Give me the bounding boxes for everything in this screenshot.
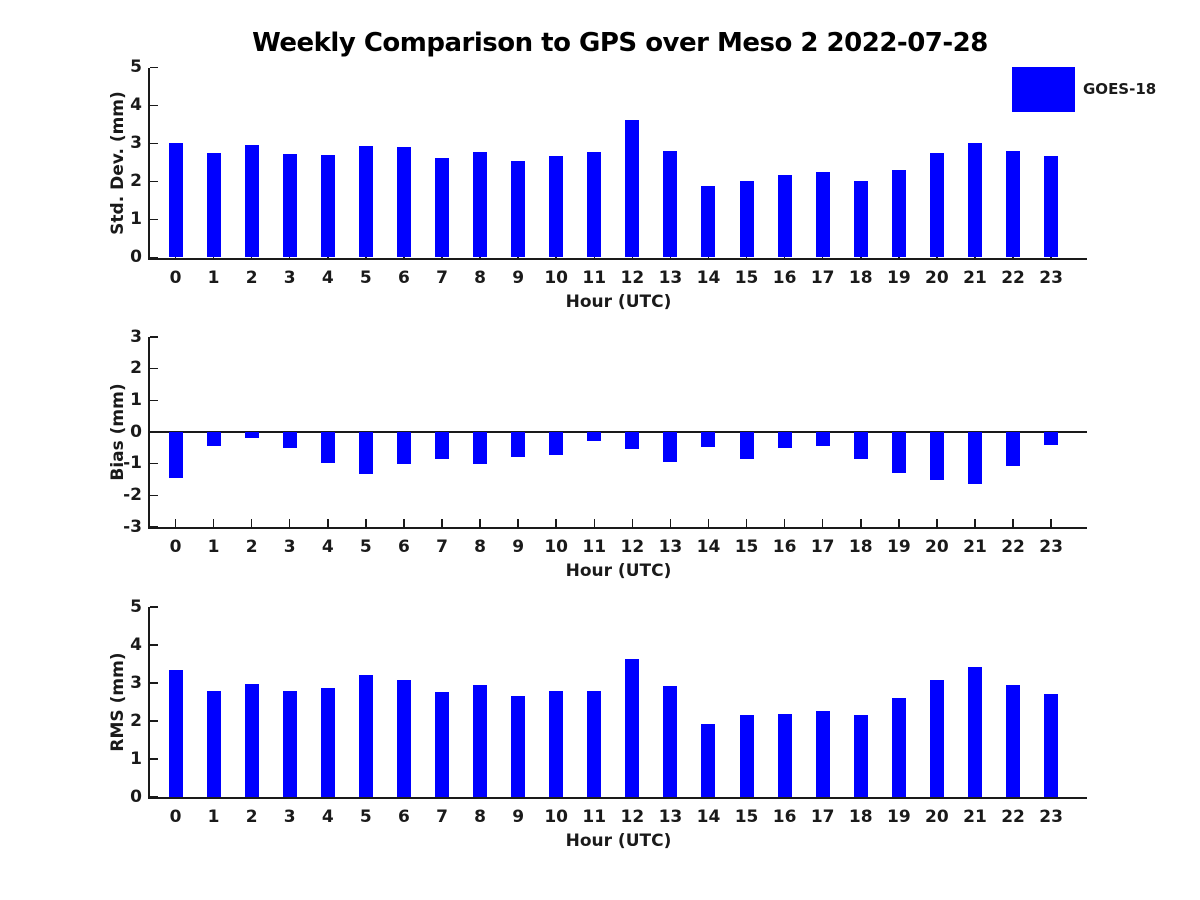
bar [892,698,906,797]
x-tick-label: 16 [772,537,797,557]
y-tick-label: -3 [123,516,142,537]
y-tick-mark [150,495,158,497]
bar [1044,156,1058,258]
y-tick-label: 2 [130,710,142,731]
bar [1044,694,1058,797]
bar [321,432,335,463]
bar [435,692,449,797]
bar [587,432,601,441]
x-tick-label: 21 [963,807,987,827]
bar [892,170,906,258]
x-tick-label: 17 [810,807,835,827]
y-tick-mark [150,67,158,69]
bar [511,696,525,797]
x-axis-title: Hour (UTC) [565,561,672,581]
x-tick-label: 22 [1001,537,1025,557]
x-axis-line [148,258,1087,260]
x-tick-label: 19 [886,267,911,288]
y-tick-label: 1 [130,209,142,229]
y-tick-mark [150,463,158,465]
y-axis-line [148,68,150,260]
x-tick-mark [213,519,215,527]
x-tick-label: 3 [283,537,296,557]
x-tick-label: 19 [886,537,911,557]
bar [283,154,297,257]
bar [892,432,906,473]
y-axis-title: RMS (mm) [108,652,128,752]
bar [283,432,297,448]
bar [435,158,449,258]
y-tick-label: 1 [130,389,142,410]
y-tick-label: 3 [130,326,142,347]
bar [816,432,830,446]
bar [1044,432,1058,445]
x-tick-label: 5 [359,267,372,288]
y-axis-line [148,337,150,529]
bar [587,691,601,797]
x-tick-label: 0 [169,267,182,288]
x-tick-label: 14 [696,537,721,557]
bar [854,181,868,258]
y-tick-mark [150,720,158,722]
x-tick-label: 13 [658,807,683,827]
y-tick-mark [150,368,158,370]
x-tick-label: 4 [321,807,334,827]
bar [169,670,183,797]
x-tick-mark [860,519,862,527]
bar [435,432,449,459]
bar [740,715,754,797]
x-tick-label: 18 [848,537,873,557]
y-tick-mark [150,606,158,608]
bar [625,432,639,449]
x-tick-label: 16 [772,267,797,288]
legend-swatch [1012,67,1075,112]
bar [816,172,830,257]
bar [511,432,525,457]
bar [245,432,259,438]
x-tick-label: 0 [169,537,182,557]
y-axis-title: Std. Dev. (mm) [108,90,128,235]
bar [740,432,754,459]
x-axis-line [148,797,1087,799]
bar [740,181,754,258]
x-tick-label: 12 [620,537,645,557]
bar [169,432,183,478]
bar [816,711,830,797]
x-tick-label: 4 [321,267,334,288]
bar [359,146,373,257]
x-tick-mark [1012,519,1014,527]
bar [245,145,259,257]
y-tick-mark [150,336,158,338]
x-tick-mark [822,519,824,527]
bar [359,432,373,474]
bar [587,152,601,258]
x-tick-label: 15 [734,267,759,288]
y-tick-label: 2 [130,171,142,191]
bar [968,432,982,484]
y-axis-line [148,607,150,799]
x-tick-label: 0 [169,807,182,827]
y-tick-mark [150,219,158,221]
x-tick-mark [708,519,710,527]
x-tick-label: 19 [886,807,911,827]
bar [854,432,868,459]
bar [930,432,944,480]
x-tick-label: 17 [810,537,835,557]
y-tick-label: 3 [130,672,142,693]
x-tick-mark [594,519,596,527]
x-axis-title: Hour (UTC) [565,291,672,312]
bar [549,691,563,797]
y-tick-mark [150,526,158,528]
x-tick-mark [365,519,367,527]
x-tick-label: 5 [359,807,372,827]
x-tick-label: 8 [474,807,486,827]
x-tick-label: 14 [696,267,721,288]
bar [397,680,411,797]
bar [245,684,259,797]
x-tick-label: 20 [925,267,949,288]
x-tick-label: 2 [245,267,258,288]
y-tick-label: 5 [130,57,142,77]
bar [473,432,487,464]
x-tick-label: 3 [283,267,296,288]
x-tick-label: 23 [1039,537,1063,557]
x-tick-label: 6 [397,267,410,288]
x-tick-label: 2 [245,537,258,557]
bar [207,432,221,446]
bar [511,161,525,258]
x-tick-label: 9 [512,267,525,288]
x-tick-label: 6 [397,537,410,557]
bar [397,432,411,464]
x-tick-label: 22 [1001,267,1025,288]
bar [1006,685,1020,797]
x-tick-label: 14 [696,807,721,827]
y-tick-mark [150,682,158,684]
x-tick-mark [175,519,177,527]
bar [778,175,792,257]
bar [701,724,715,797]
y-tick-mark [150,181,158,183]
bar [625,659,639,797]
x-tick-label: 11 [582,537,607,557]
bar [701,432,715,447]
x-tick-mark [251,519,253,527]
x-tick-label: 9 [512,537,525,557]
bar [930,153,944,257]
bar [663,686,677,797]
y-tick-mark [150,105,158,107]
x-axis-line [148,527,1087,529]
x-tick-label: 21 [963,537,987,557]
bar [778,714,792,797]
x-tick-mark [974,519,976,527]
x-tick-label: 4 [321,537,334,557]
x-tick-label: 13 [658,267,683,288]
x-tick-label: 17 [810,267,835,288]
bar [549,432,563,455]
x-tick-label: 1 [207,807,220,827]
bar [778,432,792,448]
x-tick-label: 21 [963,267,987,288]
y-tick-mark [150,257,158,259]
y-tick-mark [150,400,158,402]
x-tick-label: 7 [436,267,448,288]
x-tick-label: 8 [474,537,486,557]
bar [321,155,335,257]
y-tick-label: -2 [123,484,142,505]
x-tick-label: 10 [544,537,569,557]
x-tick-mark [327,519,329,527]
x-tick-label: 20 [925,807,949,827]
bar [968,667,982,797]
x-tick-mark [479,519,481,527]
x-tick-label: 15 [734,807,759,827]
bar [321,688,335,797]
bar [930,680,944,797]
y-tick-mark [150,758,158,760]
y-tick-label: 4 [130,95,142,115]
bar [473,685,487,797]
y-tick-label: 5 [130,596,142,617]
x-tick-label: 8 [474,267,486,288]
x-tick-label: 15 [734,537,759,557]
y-tick-mark [150,796,158,798]
x-tick-mark [555,519,557,527]
bar [625,120,639,257]
y-tick-label: 0 [130,421,142,442]
x-tick-mark [898,519,900,527]
x-tick-label: 23 [1039,267,1063,288]
x-tick-label: 23 [1039,807,1063,827]
x-tick-mark [403,519,405,527]
bar [549,156,563,258]
bar [854,715,868,797]
x-tick-label: 16 [772,807,797,827]
bar [473,152,487,258]
y-tick-label: 1 [130,748,142,769]
legend-label: GOES-18 [1083,80,1157,98]
x-tick-label: 1 [207,537,220,557]
x-tick-label: 18 [848,267,873,288]
x-tick-label: 22 [1001,807,1025,827]
x-tick-label: 5 [359,537,372,557]
x-tick-mark [441,519,443,527]
x-tick-mark [746,519,748,527]
x-tick-label: 20 [925,537,949,557]
bar [359,675,373,797]
x-tick-label: 9 [512,807,525,827]
x-tick-mark [517,519,519,527]
y-tick-mark [150,644,158,646]
bar [283,691,297,797]
y-tick-mark [150,143,158,145]
x-tick-mark [784,519,786,527]
bar [397,147,411,258]
y-tick-label: 3 [130,133,142,153]
bar [207,153,221,258]
x-tick-label: 1 [207,267,220,288]
x-axis-title: Hour (UTC) [565,831,672,851]
x-tick-label: 2 [245,807,258,827]
y-tick-label: 2 [130,358,142,379]
x-tick-label: 6 [397,807,410,827]
y-tick-label: 0 [130,786,142,807]
y-tick-label: -1 [123,453,142,474]
x-tick-label: 18 [848,807,873,827]
y-tick-label: 4 [130,634,142,655]
x-tick-label: 12 [620,807,645,827]
x-tick-mark [289,519,291,527]
bar [207,691,221,797]
bar [1006,151,1020,257]
bar [663,432,677,462]
bar [701,186,715,257]
legend [1012,67,1182,112]
x-tick-mark [632,519,634,527]
x-tick-label: 7 [436,537,448,557]
x-tick-label: 11 [582,807,607,827]
x-tick-label: 10 [544,267,569,288]
x-tick-mark [936,519,938,527]
x-tick-label: 12 [620,267,645,288]
x-tick-label: 10 [544,807,569,827]
bar [663,151,677,257]
x-tick-mark [1050,519,1052,527]
x-tick-mark [670,519,672,527]
bar [968,143,982,258]
y-axis-title: Bias (mm) [108,383,128,481]
x-tick-label: 7 [436,807,448,827]
x-tick-label: 13 [658,537,683,557]
y-tick-mark [150,431,158,433]
bar [1006,432,1020,466]
x-tick-label: 3 [283,807,296,827]
x-tick-label: 11 [582,267,607,288]
figure-title: Weekly Comparison to GPS over Meso 2 2022-07-28 [252,28,988,58]
y-tick-label: 0 [130,247,142,267]
bar [169,143,183,257]
